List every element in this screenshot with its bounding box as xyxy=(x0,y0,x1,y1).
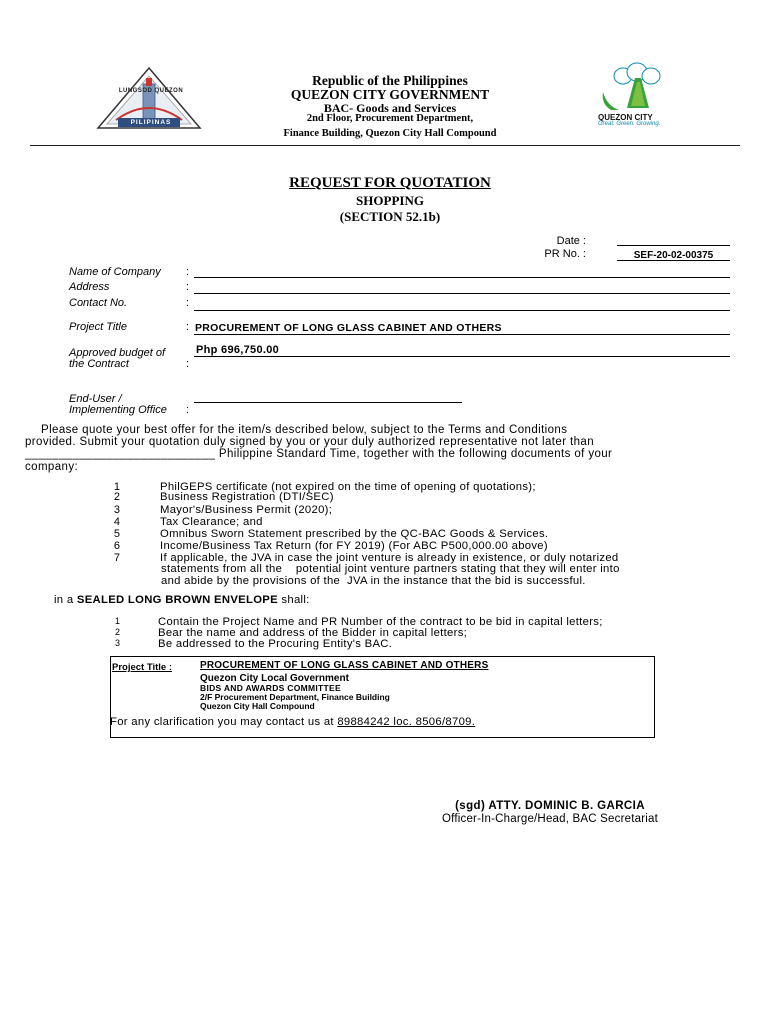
date-label: Date : xyxy=(556,235,586,247)
document-title: REQUEST FOR QUOTATION xyxy=(289,175,491,191)
box-address-2: BIDS AND AWARDS COMMITTEE xyxy=(200,683,341,693)
budget-value: Php 696,750.00 xyxy=(196,344,280,356)
document-subtitle-section: (SECTION 52.1b) xyxy=(339,209,441,224)
intro-line1: Please quote your best offer for the item/s described below, subject to the Terms and Conditions xyxy=(41,424,568,436)
enduser-line xyxy=(194,402,462,403)
intro-line3 xyxy=(25,448,715,461)
logo-tagline: Great. Green. Growing. xyxy=(598,121,661,127)
project-title-colon: : xyxy=(186,321,190,333)
company-label: Name of Company xyxy=(69,266,161,278)
envelope-bold: SEALED LONG BROWN ENVELOPE xyxy=(76,594,278,606)
header-floor: 2nd Floor, Procurement Department, xyxy=(306,113,474,124)
company-line xyxy=(194,277,730,278)
project-title-line xyxy=(194,334,730,335)
project-title-value: PROCUREMENT OF LONG GLASS CABINET AND OTHERS xyxy=(195,322,502,334)
contact-label: Contact No. xyxy=(69,297,128,309)
address-label: Address xyxy=(69,281,110,293)
logo-name: QUEZON CITY xyxy=(598,113,653,122)
document-subtitle-shopping: SHOPPING xyxy=(356,193,424,208)
company-colon: : xyxy=(186,266,190,278)
header-building: Finance Building, Quezon City Hall Compound xyxy=(283,128,497,139)
enduser-label-line2: Implementing Office xyxy=(69,404,167,416)
box-project-title: PROCUREMENT OF LONG GLASS CABINET AND OTHERS xyxy=(200,660,489,671)
pr-number: SEF-20-02-00375 xyxy=(633,250,714,261)
header-bac: BAC- Goods and Services xyxy=(323,101,457,115)
project-title-label: Project Title xyxy=(69,321,127,333)
box-project-label: Project Title : xyxy=(112,662,173,673)
box-address-3: 2/F Procurement Department, Finance Building xyxy=(200,692,390,702)
submission-deadline-blank: ____________________________ xyxy=(25,448,216,460)
contact-colon: : xyxy=(186,297,190,309)
budget-line xyxy=(194,356,730,357)
budget-label-line1: Approved budget of xyxy=(69,347,166,359)
seal-text-top: LUNGSOD QUEZON xyxy=(118,88,184,94)
enduser-label-line1: End-User / xyxy=(69,393,122,405)
header-government: QUEZON CITY GOVERNMENT xyxy=(290,87,490,102)
signatory-name: (sgd) ATTY. DOMINIC B. GARCIA xyxy=(455,800,645,812)
header-republic: Republic of the Philippines xyxy=(312,73,468,88)
box-contact: For any clarification you may contact us at 89884242 loc. 8506/8709. xyxy=(110,716,476,728)
contact-line xyxy=(194,310,730,311)
pr-label: PR No. : xyxy=(544,248,586,260)
address-line xyxy=(194,293,730,294)
signatory-position: Officer-In-Charge/Head, BAC Secretariat xyxy=(442,813,658,825)
address-colon: : xyxy=(186,281,190,293)
box-address-1: Quezon City Local Government xyxy=(200,673,349,684)
date-line xyxy=(617,245,730,246)
seal-text-bottom: PILIPINAS xyxy=(130,119,172,126)
envelope-instruction: in a SEALED LONG BROWN ENVELOPE shall: xyxy=(54,594,310,606)
doc7-continuation-1: statements from all the potential joint venture partners stating that they will enter into xyxy=(161,563,620,575)
box-address-4: Quezon City Hall Compound xyxy=(200,701,315,711)
pr-line xyxy=(617,260,730,261)
enduser-colon: : xyxy=(186,404,190,416)
intro-line4: company: xyxy=(25,461,79,473)
contact-number: 89884242 loc. 8506/8709. xyxy=(337,716,476,728)
intro-line2: provided. Submit your quotation duly signed by you or your duly authorized representative not later than xyxy=(25,436,594,448)
header-divider xyxy=(30,145,740,146)
budget-colon: : xyxy=(186,358,190,370)
doc7-continuation-2: and abide by the provisions of the JVA in the instance that the bid is successful. xyxy=(161,575,586,587)
intro-line3-text: Philippine Standard Time, together with the following documents of your xyxy=(215,448,613,460)
budget-label-line2: the Contract xyxy=(69,358,129,370)
